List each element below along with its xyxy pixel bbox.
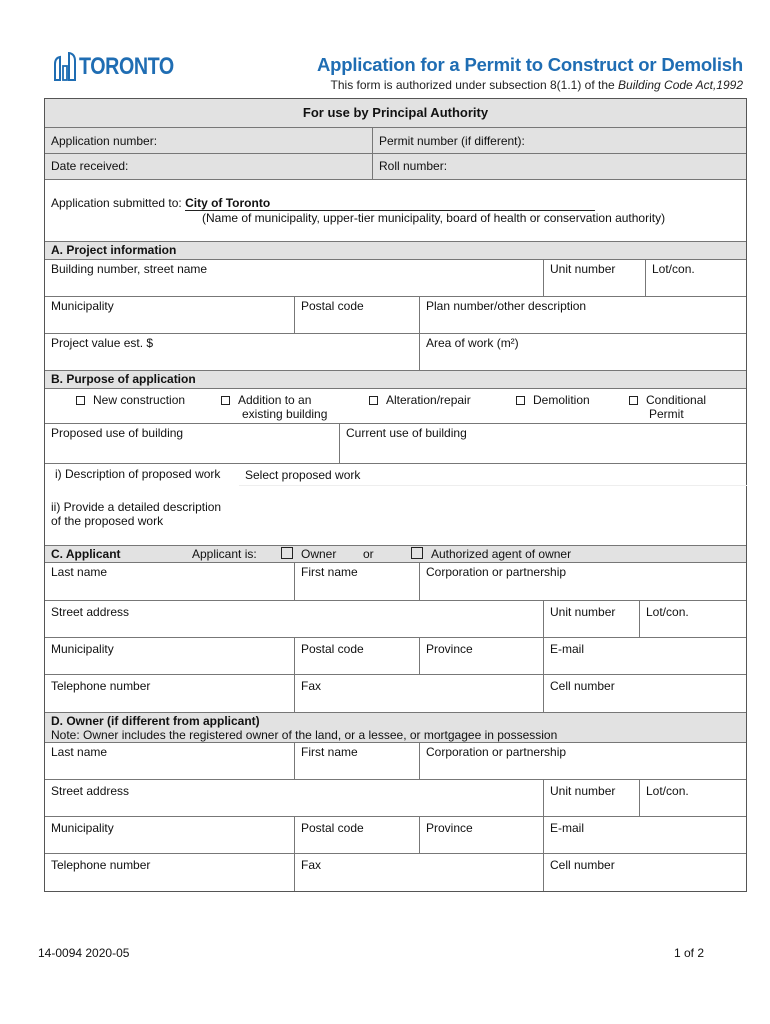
detail-description-label: ii) Provide a detailed description of the proposed work (51, 500, 222, 528)
roll-number-field[interactable]: Roll number: (372, 154, 746, 179)
description-select[interactable]: Select proposed work (239, 464, 747, 486)
applicant-corporation-field[interactable]: Corporation or partnership (419, 563, 746, 600)
date-received-field[interactable]: Date received: (51, 159, 129, 173)
checkbox-icon[interactable] (516, 396, 525, 405)
owner-unit-field[interactable]: Unit number (543, 780, 639, 816)
project-value-field[interactable]: Project value est. $ (51, 336, 154, 350)
owner-telephone-field[interactable]: Telephone number (51, 858, 151, 872)
checkbox-icon[interactable] (76, 396, 85, 405)
applicant-province-field[interactable]: Province (419, 638, 543, 674)
logo-text: TORONTO (79, 53, 174, 80)
applicant-postal-code-field[interactable]: Postal code (294, 638, 419, 674)
permit-number-field[interactable]: Permit number (if different): (372, 128, 746, 153)
permit-form (44, 98, 747, 892)
applicant-agent-option[interactable]: Authorized agent of owner (411, 547, 571, 561)
applicant-street-field[interactable]: Street address (51, 605, 130, 619)
checkbox-icon[interactable] (411, 547, 423, 559)
postal-code-field[interactable]: Postal code (294, 297, 419, 333)
owner-postal-code-field[interactable]: Postal code (294, 817, 419, 853)
submitted-to-value[interactable]: City of Toronto (185, 196, 595, 211)
description-label: i) Description of proposed work (55, 467, 221, 481)
section-b-heading: B. Purpose of application (45, 371, 746, 388)
submitted-to-block (45, 180, 746, 241)
form-code: 14-0094 2020-05 (38, 946, 130, 960)
section-d-note: Note: Owner includes the registered owner of the land, or a lessee, or mortgagee in possession (51, 728, 558, 742)
applicant-last-name-field[interactable]: Last name (51, 565, 108, 579)
proposed-use-field[interactable]: Proposed use of building (51, 426, 184, 440)
unit-number-field[interactable]: Unit number (543, 260, 645, 296)
option-demolition[interactable]: Demolition (516, 393, 590, 407)
owner-email-field[interactable]: E-mail (543, 817, 746, 853)
applicant-fax-field[interactable]: Fax (294, 675, 543, 712)
checkbox-icon[interactable] (369, 396, 378, 405)
option-addition[interactable]: Addition to an existing building (221, 393, 327, 421)
applicant-email-field[interactable]: E-mail (543, 638, 746, 674)
principal-heading: For use by Principal Authority (45, 99, 746, 127)
form-subtitle: This form is authorized under subsection 8(1.1) of the Building Code Act,1992 (330, 78, 743, 92)
current-use-field[interactable]: Current use of building (339, 424, 746, 463)
owner-street-field[interactable]: Street address (51, 784, 130, 798)
or-label: or (363, 547, 374, 561)
form-title-block (317, 54, 743, 92)
applicant-telephone-field[interactable]: Telephone number (51, 679, 151, 693)
submitted-to-label: Application submitted to: (51, 196, 186, 210)
owner-lot-con-field[interactable]: Lot/con. (639, 780, 746, 816)
form-title: Application for a Permit to Construct or Demolish (316, 54, 743, 75)
applicant-cell-field[interactable]: Cell number (543, 675, 746, 712)
checkbox-icon[interactable] (629, 396, 638, 405)
section-a-heading: A. Project information (45, 242, 746, 259)
city-logo (53, 52, 195, 82)
owner-corporation-field[interactable]: Corporation or partnership (419, 743, 746, 779)
applicant-first-name-field[interactable]: First name (294, 563, 419, 600)
checkbox-icon[interactable] (221, 396, 230, 405)
submitted-to-note: (Name of municipality, upper-tier municipality, board of health or conservation authority) (202, 211, 666, 225)
checkbox-icon[interactable] (281, 547, 293, 559)
page-number: 1 of 2 (673, 946, 704, 960)
municipality-field[interactable]: Municipality (51, 299, 114, 313)
owner-last-name-field[interactable]: Last name (51, 745, 108, 759)
section-d-heading: D. Owner (if different from applicant) (51, 714, 260, 728)
owner-first-name-field[interactable]: First name (294, 743, 419, 779)
plan-number-field[interactable]: Plan number/other description (419, 297, 746, 333)
option-conditional-permit[interactable]: Conditional Permit (629, 393, 706, 421)
applicant-is-label: Applicant is: (192, 547, 257, 561)
area-of-work-field[interactable]: Area of work (m²) (419, 334, 746, 370)
owner-province-field[interactable]: Province (419, 817, 543, 853)
applicant-municipality-field[interactable]: Municipality (51, 642, 114, 656)
lot-con-field[interactable]: Lot/con. (645, 260, 746, 296)
option-alteration[interactable]: Alteration/repair (369, 393, 471, 407)
applicant-unit-field[interactable]: Unit number (543, 601, 639, 637)
applicant-owner-option[interactable]: Owner (281, 547, 336, 561)
section-d-header (45, 713, 563, 742)
owner-cell-field[interactable]: Cell number (543, 854, 746, 891)
building-number-field[interactable]: Building number, street name (51, 262, 208, 276)
option-new-construction[interactable]: New construction (76, 393, 185, 407)
applicant-lot-con-field[interactable]: Lot/con. (639, 601, 746, 637)
section-c-heading: C. Applicant (51, 547, 121, 561)
owner-municipality-field[interactable]: Municipality (51, 821, 114, 835)
owner-fax-field[interactable]: Fax (294, 854, 543, 891)
application-number-field[interactable]: Application number: (51, 134, 158, 148)
city-hall-icon (53, 52, 77, 82)
